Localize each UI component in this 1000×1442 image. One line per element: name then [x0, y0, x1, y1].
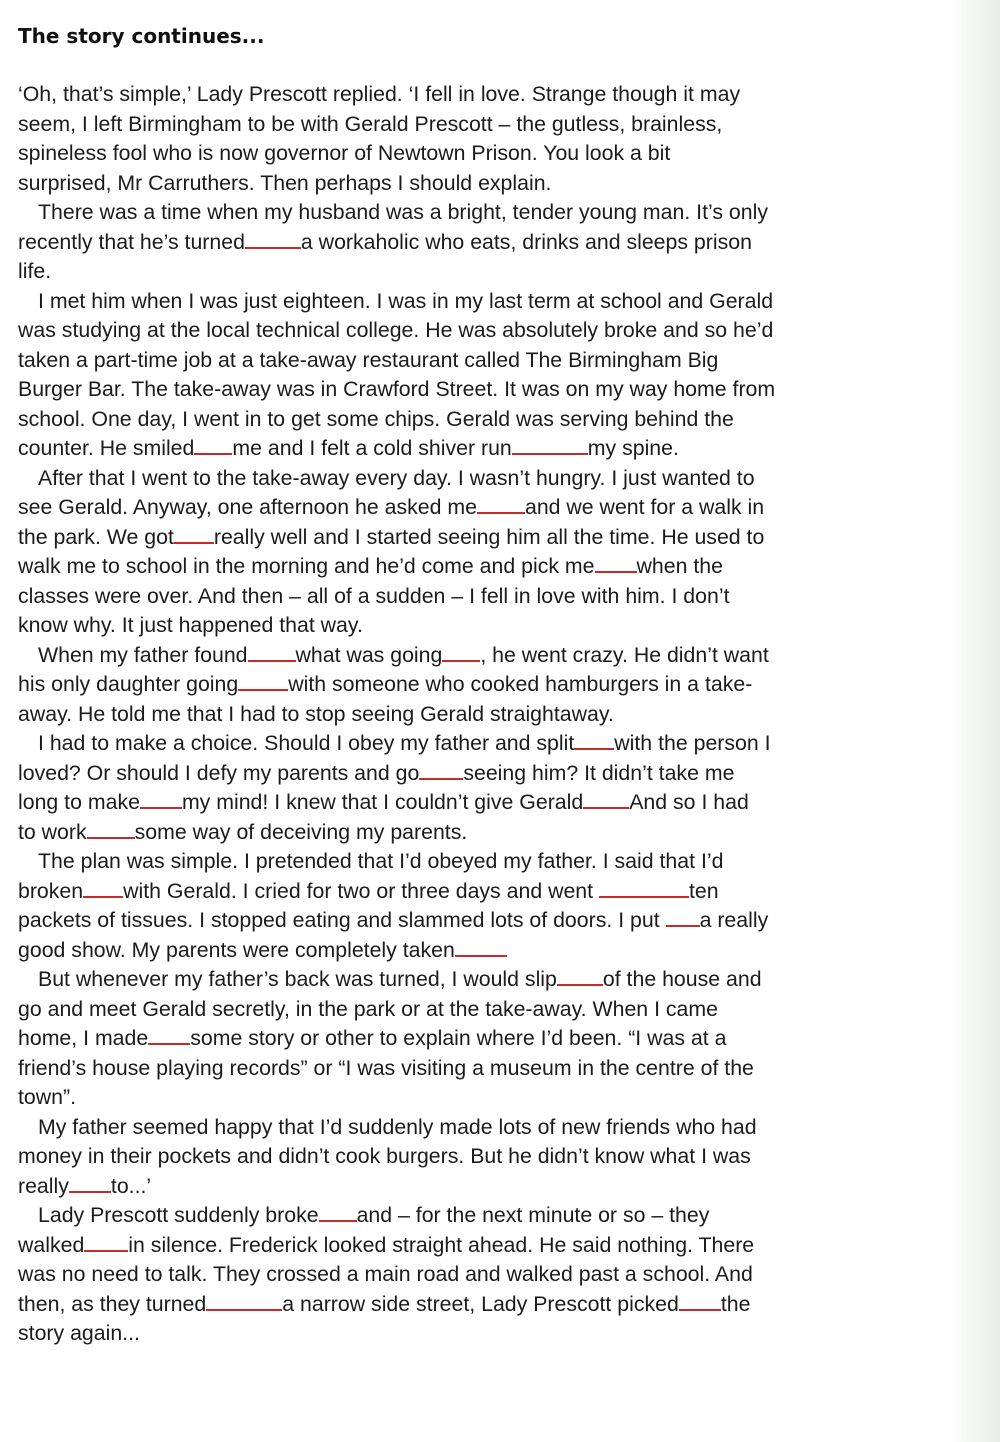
story-line — [18, 641, 898, 671]
text-segment: know why. It just happened that way. — [18, 613, 363, 637]
text-segment: But whenever my father’s back was turned, I would slip — [38, 967, 557, 991]
text-segment: walk me to school in the morning and he’d come and pick me — [18, 554, 595, 578]
story-line — [18, 1024, 898, 1054]
text-segment: My father seemed happy that I’d suddenly made lots of new friends who had — [38, 1114, 757, 1139]
text-segment: taken a part-time job at a take-away restaurant called The Birmingham Big — [18, 347, 719, 372]
story-line — [18, 1260, 898, 1290]
text-segment: long to make — [18, 790, 140, 814]
page-edge-shading — [952, 0, 1000, 1442]
text-segment: his only daughter going — [18, 672, 239, 696]
text-segment: to work — [18, 819, 87, 844]
story-line — [18, 906, 898, 936]
text-segment: , he went crazy. He didn’t want — [480, 642, 769, 667]
story-line — [18, 405, 898, 435]
story-line — [18, 434, 898, 464]
text-segment: with Gerald. I cried for two or three days and went — [123, 878, 599, 903]
text-segment: my spine. — [587, 436, 679, 460]
story-line — [18, 139, 898, 169]
story-line — [18, 1083, 898, 1113]
text-segment: friend’s house playing records” or “I was visiting a museum in the centre of the — [18, 1055, 754, 1080]
text-segment: And so I had — [629, 790, 749, 814]
story-line — [18, 965, 898, 995]
answer-blank[interactable] — [140, 793, 182, 809]
story-line — [18, 1054, 898, 1084]
text-segment: the park. We got — [18, 524, 174, 549]
story-line — [18, 198, 898, 228]
text-segment: spineless fool who is now governor of Newtown Prison. You look a bit — [18, 141, 671, 165]
story-paragraph — [18, 847, 898, 965]
story-line — [18, 670, 898, 700]
text-segment: see Gerald. Anyway, one afternoon he asked me — [18, 495, 477, 519]
story-line — [18, 847, 898, 877]
text-segment: After that I went to the take-away every day. I wasn’t hungry. I just wanted to — [38, 465, 755, 490]
text-segment: the — [720, 1291, 751, 1316]
text-segment: ‘Oh, that’s simple,’ Lady Prescott replied. ‘I fell in love. Strange though it may — [18, 82, 741, 106]
answer-blank[interactable] — [442, 646, 480, 662]
text-segment: of the house and — [602, 967, 762, 991]
text-segment: broken — [18, 878, 84, 903]
story-paragraph — [18, 1113, 898, 1202]
story-line — [18, 80, 898, 110]
text-segment: seem, I left Birmingham to be with Gerald Prescott – the gutless, brainless, — [18, 111, 723, 136]
answer-blank[interactable] — [419, 764, 463, 780]
text-segment: recently that he’s turned — [18, 229, 245, 254]
story-line — [18, 316, 898, 346]
story-line — [18, 1290, 898, 1320]
text-segment: go and meet Gerald secretly, in the park or at the take-away. When I came — [18, 996, 718, 1021]
text-segment: story again... — [18, 1321, 140, 1345]
story-line — [18, 1231, 898, 1261]
text-segment: away. He told me that I had to stop seeing Gerald straightaway. — [18, 701, 614, 726]
text-segment: with the person I — [614, 731, 771, 755]
answer-blank[interactable] — [248, 646, 296, 662]
story-line — [18, 1113, 898, 1143]
story-line — [18, 936, 898, 966]
text-segment: in silence. Frederick looked straight ahead. He said nothing. There — [128, 1232, 755, 1257]
answer-blank[interactable] — [583, 793, 629, 809]
answer-blank[interactable] — [148, 1029, 190, 1045]
story-heading: The story continues... — [18, 24, 265, 48]
story-paragraph — [18, 80, 898, 198]
story-line — [18, 228, 898, 258]
story-line — [18, 110, 898, 140]
text-segment: and we went for a walk in — [524, 495, 765, 519]
text-segment: The plan was simple. I pretended that I’d obeyed my father. I said that I’d — [38, 849, 724, 873]
story-paragraph — [18, 729, 898, 847]
story-line — [18, 1319, 898, 1349]
story-line — [18, 995, 898, 1025]
answer-blank[interactable] — [679, 1295, 721, 1311]
text-segment: counter. He smiled — [18, 436, 195, 460]
answer-blank[interactable] — [83, 882, 123, 898]
text-segment: was no need to talk. They crossed a main road and walked past a school. And — [18, 1262, 753, 1286]
story-line — [18, 169, 898, 199]
story-line — [18, 818, 898, 848]
text-segment: life. — [18, 259, 52, 283]
story-line — [18, 788, 898, 818]
text-segment: a narrow side street, Lady Prescott picked — [282, 1291, 679, 1316]
text-segment: I met him when I was just eighteen. I was in my last term at school and Gerald — [38, 288, 774, 313]
answer-blank[interactable] — [84, 1236, 128, 1252]
text-segment: Burger Bar. The take-away was in Crawford Street. It was on my way home from — [18, 377, 776, 401]
story-line — [18, 877, 898, 907]
story-paragraph — [18, 198, 898, 287]
story-line — [18, 729, 898, 759]
story-line — [18, 287, 898, 317]
text-segment: town”. — [18, 1085, 76, 1109]
story-paragraph — [18, 641, 898, 730]
text-segment: with someone who cooked hamburgers in a take- — [288, 672, 753, 696]
answer-blank[interactable] — [574, 734, 614, 750]
text-segment: home, I made — [18, 1026, 149, 1050]
text-segment: There was a time when my husband was a bright, tender young man. It’s only — [38, 200, 769, 224]
answer-blank[interactable] — [319, 1206, 357, 1222]
text-segment: When my father found — [38, 642, 248, 667]
text-segment: and – for the next minute or so – they — [356, 1203, 710, 1227]
story-line — [18, 493, 898, 523]
story-paragraph — [18, 464, 898, 641]
story-line — [18, 257, 898, 287]
text-segment: ten — [688, 878, 719, 903]
text-segment: packets of tissues. I stopped eating and slammed lots of doors. I put — [18, 908, 666, 932]
text-segment: money in their pockets and didn’t cook burgers. But he didn’t know what I was — [18, 1144, 751, 1168]
text-segment: loved? Or should I defy my parents and go — [18, 760, 420, 785]
story-line — [18, 552, 898, 582]
story-paragraph — [18, 1201, 898, 1349]
text-segment: was studying at the local technical college. He was absolutely broke and so he’d — [18, 318, 774, 342]
worksheet-page — [18, 22, 898, 1349]
text-segment: me and I felt a cold shiver run — [232, 436, 512, 460]
story-line — [18, 1142, 898, 1172]
story-text — [18, 80, 898, 1349]
answer-blank[interactable] — [69, 1177, 111, 1193]
text-segment: I had to make a choice. Should I obey my father and split — [38, 731, 575, 755]
text-segment: my mind! I knew that I couldn’t give Gerald — [181, 790, 584, 814]
story-paragraph — [18, 287, 898, 464]
answer-blank[interactable] — [557, 970, 603, 986]
story-line — [18, 523, 898, 553]
answer-blank[interactable] — [174, 528, 214, 544]
answer-blank[interactable] — [238, 675, 288, 691]
story-line — [18, 700, 898, 730]
story-line — [18, 375, 898, 405]
story-paragraph — [18, 965, 898, 1113]
text-segment: then, as they turned — [18, 1291, 207, 1316]
text-segment: really well and I started seeing him all the time. He used to — [213, 524, 765, 549]
text-segment: surprised, Mr Carruthers. Then perhaps I should explain. — [18, 170, 552, 195]
text-segment: classes were over. And then – all of a sudden – I fell in love with him. I don’t — [18, 583, 730, 608]
answer-blank[interactable] — [477, 498, 525, 514]
answer-blank[interactable] — [512, 439, 588, 455]
story-line — [18, 464, 898, 494]
story-line — [18, 1172, 898, 1202]
text-segment: to...’ — [110, 1173, 152, 1198]
text-segment: Lady Prescott suddenly broke — [38, 1203, 319, 1227]
text-segment: good show. My parents were completely taken — [18, 937, 455, 962]
story-line — [18, 582, 898, 612]
text-segment: walked — [18, 1232, 85, 1257]
story-line — [18, 346, 898, 376]
answer-blank[interactable] — [455, 941, 507, 957]
text-segment: a really — [699, 908, 769, 932]
story-line — [18, 1201, 898, 1231]
answer-blank[interactable] — [206, 1295, 282, 1311]
story-line — [18, 759, 898, 789]
answer-blank[interactable] — [666, 911, 700, 927]
text-segment: some story or other to explain where I’d been. “I was at a — [190, 1026, 727, 1050]
text-segment: when the — [636, 554, 723, 578]
answer-blank[interactable] — [194, 439, 232, 455]
text-segment: really — [18, 1173, 69, 1198]
text-segment: some way of deceiving my parents. — [134, 819, 468, 844]
answer-blank[interactable] — [245, 233, 301, 249]
answer-blank[interactable] — [599, 882, 689, 898]
text-segment: what was going — [295, 642, 443, 667]
story-line — [18, 611, 898, 641]
text-segment: seeing him? It didn’t take me — [463, 760, 735, 785]
answer-blank[interactable] — [87, 823, 135, 839]
text-segment: a workaholic who eats, drinks and sleeps prison — [300, 229, 752, 254]
text-segment: school. One day, I went in to get some chips. Gerald was serving behind the — [18, 406, 734, 431]
answer-blank[interactable] — [595, 557, 637, 573]
